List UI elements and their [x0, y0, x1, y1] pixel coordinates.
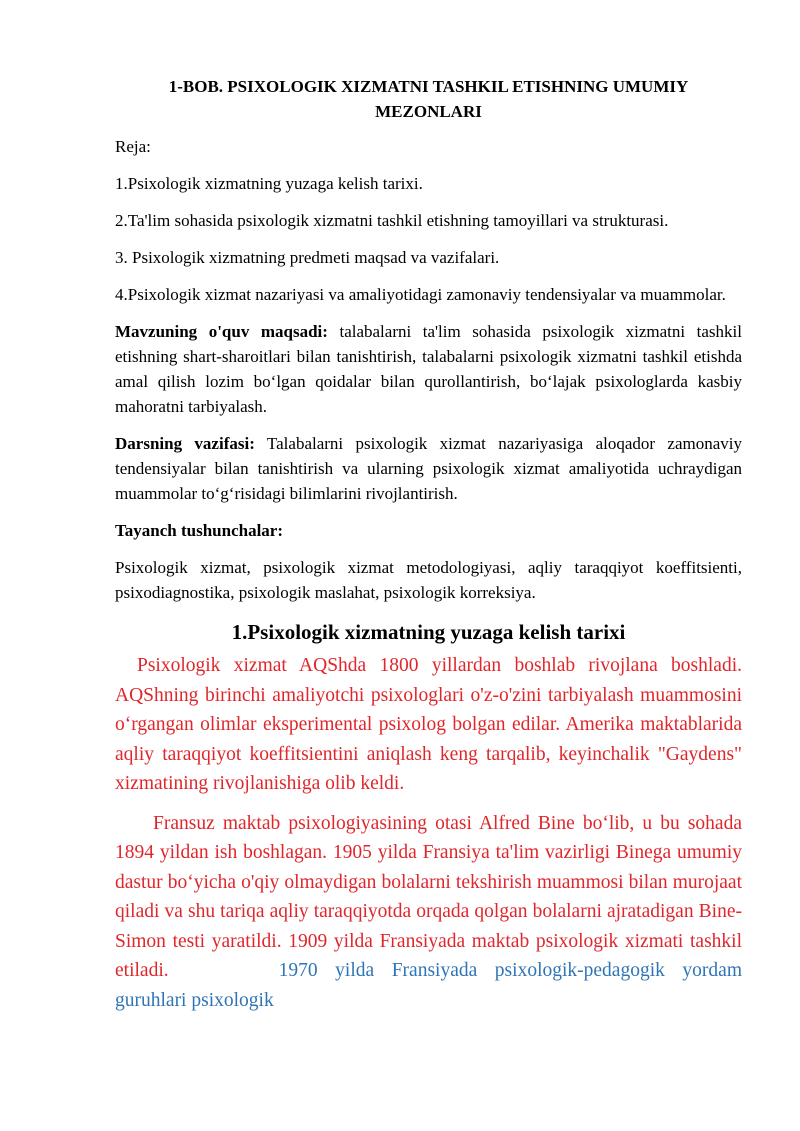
goal-text: talabalarni ta'lim sohasida psixologik xizmatni tashkil etishning shart-sharoitlari bilan tanishtirish, talabalarni psixologik xizmatni tashkil etishda amal qilish lozim bo‘lgan qoidalar bilan qurollantirish, bo‘lajak psixologlarda kasbiy mahoratni tarbiyalash.	[115, 322, 742, 416]
history-paragraph-2	[115, 809, 742, 1016]
concepts-label: Tayanch tushunchalar:	[115, 521, 284, 540]
plan-item-1: 1.Psixologik xizmatning yuzaga kelish tarixi.	[115, 174, 423, 193]
chapter-title-line2: MEZONLARI	[375, 102, 482, 121]
chapter-title-line1: 1-BOB. PSIXOLOGIK XIZMATNI TASHKIL ETISHNING UMUMIY	[168, 77, 689, 96]
section-heading: 1.Psixologik xizmatning yuzaga kelish tarixi	[231, 620, 626, 644]
task-paragraph	[115, 431, 742, 506]
plan-item-4: 4.Psixologik xizmat nazariyasi va amaliyotidagi zamonaviy tendensiyalar va muammolar.	[115, 285, 726, 304]
history-paragraph-2-blue: 1970 yilda Fransiyada psixologik-pedagogik yordam guruhlari psixologik	[115, 960, 742, 1011]
chapter-title	[115, 74, 742, 124]
plan-item-3: 3. Psixologik xizmatning predmeti maqsad va vazifalari.	[115, 248, 500, 267]
history-paragraph-2-red: Fransuz maktab psixologiyasining otasi Alfred Bine bo‘lib, u bu sohada 1894 yildan ish boshlagan. 1905 yilda Fransiya ta'lim vazirligi Binega umumiy dastur bo‘yicha o'qiy olmaydigan bolalarni tekshirish muammosi bilan murojaat qiladi va shu tariqa aqliy taraqqiyotda orqada qolgan bolalarni ajratadigan Bine-Simon testi yaratildi. 1909 yilda Fransiyada maktab psixologik xizmati tashkil etiladi.	[115, 812, 742, 981]
goal-paragraph	[115, 319, 742, 419]
goal-label: Mavzuning o'quv maqsadi:	[115, 322, 328, 341]
concepts-text: Psixologik xizmat, psixologik xizmat metodologiyasi, aqliy taraqqiyot koeffitsienti, psixodiagnostika, psixologik maslahat, psixologik korreksiya.	[115, 558, 742, 602]
history-paragraph-1: Psixologik xizmat AQShda 1800 yillardan boshlab rivojlana boshladi. AQShning birinchi amaliyotchi psixologlari o'z-o'zini tarbiyalash muammosini o‘rgangan olimlar eksperimental psixolog bolgan edilar. Amerika maktablarida aqliy taraqqiyot koeffitsientini aniqlash keng tarqalib, keyinchalik "Gaydens" xizmatining rivojlanishiga olib keldi.	[115, 655, 742, 794]
task-text: Talabalarni psixologik xizmat nazariyasiga aloqador zamonaviy tendensiyalar bilan tanishtirish va ularning psixologik xizmat amaliyotida uchraydigan muammolar to‘g‘risidagi bilimlarini rivojlantirish.	[115, 434, 743, 503]
plan-label: Reja:	[115, 137, 151, 156]
document-page	[115, 74, 742, 1025]
task-label: Darsning vazifasi:	[115, 434, 255, 453]
concepts-label-paragraph	[115, 518, 742, 543]
plan-item-2: 2.Ta'lim sohasida psixologik xizmatni tashkil etishning tamoyillari va strukturasi.	[115, 211, 669, 230]
